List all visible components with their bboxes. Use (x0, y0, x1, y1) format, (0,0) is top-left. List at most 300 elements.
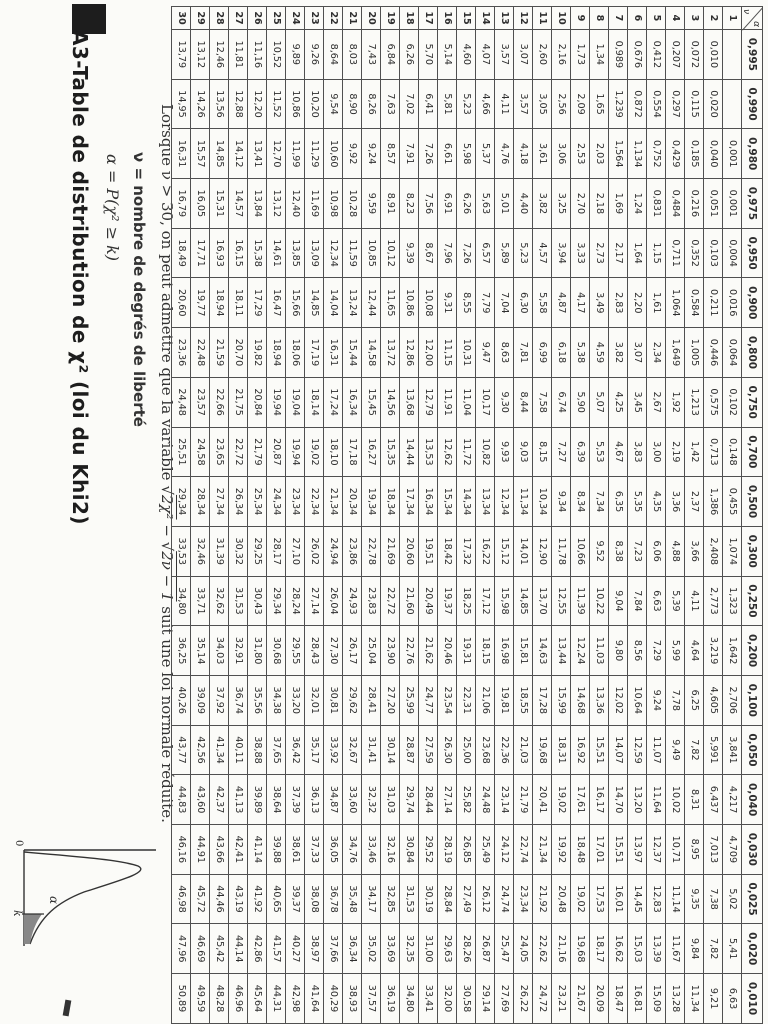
value-cell: 41,57 (267, 924, 286, 974)
alpha-header: 0,750 (742, 377, 763, 427)
nu-cell: 4 (666, 7, 685, 30)
radical-icon: √ (158, 541, 176, 552)
value-cell: 32,16 (381, 825, 400, 875)
value-cell: 3,05 (533, 79, 552, 129)
value-cell: 37,39 (286, 775, 305, 825)
value-cell: 4,76 (495, 129, 514, 179)
value-cell: 32,67 (343, 725, 362, 775)
value-cell: 15,81 (514, 626, 533, 676)
table-row (305, 7, 324, 1024)
value-cell: 40,29 (324, 974, 343, 1024)
value-cell: 0,455 (723, 477, 742, 527)
value-cell: 15,44 (343, 328, 362, 378)
value-cell: 19,94 (286, 427, 305, 477)
value-cell: 15,12 (495, 526, 514, 576)
value-cell: 15,09 (647, 974, 666, 1024)
value-cell: 19,31 (457, 626, 476, 676)
nu-cell: 22 (324, 7, 343, 30)
value-cell: 18,11 (229, 278, 248, 328)
table-row (172, 7, 191, 1024)
value-cell: 0,713 (704, 427, 723, 477)
table-row (476, 7, 495, 1024)
value-cell: 13,84 (248, 179, 267, 229)
value-cell: 0,102 (723, 377, 742, 427)
value-cell: 9,47 (476, 328, 495, 378)
value-cell: 28,24 (286, 576, 305, 626)
value-cell: 4,18 (514, 129, 533, 179)
value-cell: 3,36 (666, 477, 685, 527)
value-cell: 17,28 (533, 675, 552, 725)
value-cell: 0,554 (647, 79, 666, 129)
value-cell: 32,32 (362, 775, 381, 825)
value-cell: 17,19 (305, 328, 324, 378)
value-cell: 19,51 (419, 526, 438, 576)
nu-cell: 18 (400, 7, 419, 30)
value-cell: 31,53 (229, 576, 248, 626)
value-cell: 17,24 (324, 377, 343, 427)
value-cell: 11,16 (248, 30, 267, 80)
value-cell: 9,84 (685, 924, 704, 974)
value-cell: 0,004 (723, 228, 742, 278)
alpha-header: 0,900 (742, 278, 763, 328)
nu-cell: 3 (685, 7, 704, 30)
value-cell: 16,62 (609, 924, 628, 974)
value-cell: 16,27 (362, 427, 381, 477)
value-cell: 5,14 (438, 30, 457, 80)
value-cell: 29,62 (343, 675, 362, 725)
value-cell: 6,39 (571, 427, 590, 477)
value-cell: 27,49 (457, 874, 476, 924)
value-cell: 28,17 (267, 526, 286, 576)
value-cell: 11,34 (685, 974, 704, 1024)
value-cell: 19,04 (286, 377, 305, 427)
value-cell: 27,14 (438, 775, 457, 825)
value-cell: 46,16 (172, 825, 191, 875)
value-cell: 30,14 (381, 725, 400, 775)
value-cell: 4,66 (476, 79, 495, 129)
value-cell: 40,26 (172, 675, 191, 725)
note-expr-a: 2χ² (158, 494, 176, 520)
value-cell: 4,67 (609, 427, 628, 477)
value-cell: 23,68 (476, 725, 495, 775)
value-cell: 18,25 (457, 576, 476, 626)
value-cell: 11,29 (305, 129, 324, 179)
value-cell: 42,56 (191, 725, 210, 775)
value-cell: 25,82 (457, 775, 476, 825)
value-cell: 41,64 (305, 974, 324, 1024)
table-row (286, 7, 305, 1024)
value-cell: 14,04 (324, 278, 343, 328)
table-row (514, 7, 533, 1024)
value-cell: 35,56 (248, 675, 267, 725)
value-cell: 10,31 (457, 328, 476, 378)
value-cell: 2,73 (590, 228, 609, 278)
figure-alpha-label: α (47, 896, 61, 905)
value-cell: 4,60 (457, 30, 476, 80)
value-cell: 13,41 (248, 129, 267, 179)
value-cell: 9,92 (343, 129, 362, 179)
value-cell: 5,98 (457, 129, 476, 179)
value-cell: 34,87 (324, 775, 343, 825)
value-cell: 6,06 (647, 526, 666, 576)
value-cell: 32,01 (305, 675, 324, 725)
value-cell: 41,14 (248, 825, 267, 875)
value-cell: 4,25 (609, 377, 628, 427)
value-cell: 4,40 (514, 179, 533, 229)
value-cell: 3,57 (495, 30, 514, 80)
value-cell: 32,00 (438, 974, 457, 1024)
value-cell: 12,59 (628, 725, 647, 775)
value-cell: 26,85 (457, 825, 476, 875)
value-cell: 2,03 (590, 129, 609, 179)
figure-k-label: k (11, 910, 24, 917)
value-cell: 3,841 (723, 725, 742, 775)
value-cell: 14,58 (362, 328, 381, 378)
value-cell: 32,46 (191, 526, 210, 576)
value-cell: 0,989 (609, 30, 628, 80)
value-cell: 24,58 (191, 427, 210, 477)
value-cell: 22,62 (533, 924, 552, 974)
value-cell: 5,41 (723, 924, 742, 974)
value-cell: 5,99 (666, 626, 685, 676)
value-cell: 10,85 (362, 228, 381, 278)
value-cell: 37,33 (305, 825, 324, 875)
alpha-header: 0,950 (742, 228, 763, 278)
value-cell: 24,34 (267, 477, 286, 527)
corner-header (742, 7, 763, 30)
value-cell: 11,03 (590, 626, 609, 676)
value-cell: 38,08 (305, 874, 324, 924)
value-cell: 9,21 (704, 974, 723, 1024)
value-cell: 31,00 (419, 924, 438, 974)
value-cell: 12,86 (400, 328, 419, 378)
value-cell: 9,52 (590, 526, 609, 576)
value-cell: 0,103 (704, 228, 723, 278)
value-cell: 1,65 (590, 79, 609, 129)
value-cell: 4,35 (647, 477, 666, 527)
value-cell: 6,61 (438, 129, 457, 179)
value-cell: 9,31 (438, 278, 457, 328)
value-cell: 3,25 (552, 179, 571, 229)
value-cell: 36,74 (229, 675, 248, 725)
value-cell: 33,92 (324, 725, 343, 775)
value-cell: 2,60 (533, 30, 552, 80)
value-cell: 18,55 (514, 675, 533, 725)
value-cell: 6,35 (609, 477, 628, 527)
value-cell: 8,23 (400, 179, 419, 229)
value-cell: 36,78 (324, 874, 343, 924)
value-cell: 11,52 (267, 79, 286, 129)
value-cell: 25,49 (476, 825, 495, 875)
value-cell: 19,02 (552, 775, 571, 825)
value-cell: 46,69 (191, 924, 210, 974)
value-cell (723, 30, 742, 80)
nu-cell: 17 (419, 7, 438, 30)
value-cell: 1,61 (647, 278, 666, 328)
value-cell: 23,86 (343, 526, 362, 576)
value-cell: 19,68 (533, 725, 552, 775)
value-cell: 7,78 (666, 675, 685, 725)
value-cell: 8,67 (419, 228, 438, 278)
value-cell: 3,49 (590, 278, 609, 328)
value-cell: 11,15 (438, 328, 457, 378)
value-cell: 7,84 (628, 576, 647, 626)
value-cell: 3,83 (628, 427, 647, 477)
value-cell: 24,48 (476, 775, 495, 825)
value-cell: 37,66 (324, 924, 343, 974)
value-cell: 15,03 (628, 924, 647, 974)
table-row (324, 7, 343, 1024)
value-cell: 28,26 (457, 924, 476, 974)
value-cell: 18,49 (172, 228, 191, 278)
value-cell: 21,79 (248, 427, 267, 477)
value-cell: 7,26 (457, 228, 476, 278)
value-cell: 8,44 (514, 377, 533, 427)
value-cell: 11,91 (438, 377, 457, 427)
value-cell: 9,89 (286, 30, 305, 80)
value-cell: 26,12 (476, 874, 495, 924)
value-cell: 5,991 (704, 725, 723, 775)
value-cell: 30,43 (248, 576, 267, 626)
value-cell: 10,98 (324, 179, 343, 229)
value-cell: 10,02 (666, 775, 685, 825)
value-cell: 14,26 (191, 79, 210, 129)
value-cell: 20,70 (229, 328, 248, 378)
note-minus: − (158, 519, 176, 542)
value-cell: 2,20 (628, 278, 647, 328)
value-cell: 19,94 (267, 377, 286, 427)
value-cell: 43,19 (229, 874, 248, 924)
value-cell: 16,31 (324, 328, 343, 378)
value-cell: 9,54 (324, 79, 343, 129)
value-cell: 6,63 (647, 576, 666, 626)
value-cell: 11,59 (343, 228, 362, 278)
value-cell: 33,46 (362, 825, 381, 875)
value-cell: 39,09 (191, 675, 210, 725)
value-cell: 32,35 (400, 924, 419, 974)
radical-icon: √ (158, 485, 176, 495)
value-cell: 48,28 (210, 974, 229, 1024)
value-cell: 16,98 (495, 626, 514, 676)
value-cell: 23,57 (191, 377, 210, 427)
nu-cell: 23 (305, 7, 324, 30)
value-cell: 31,80 (248, 626, 267, 676)
value-cell: 5,37 (476, 129, 495, 179)
value-cell: 0,872 (628, 79, 647, 129)
value-cell: 8,31 (685, 775, 704, 825)
value-cell: 29,55 (286, 626, 305, 676)
value-cell: 3,94 (552, 228, 571, 278)
value-cell: 40,11 (229, 725, 248, 775)
value-cell: 22,74 (514, 825, 533, 875)
chi2-table-container (166, 6, 763, 1024)
value-cell: 25,47 (495, 924, 514, 974)
value-cell: 36,34 (343, 924, 362, 974)
value-cell: 44,14 (229, 924, 248, 974)
value-cell: 18,47 (609, 974, 628, 1024)
value-cell: 0,211 (704, 278, 723, 328)
value-cell: 1,42 (685, 427, 704, 477)
value-cell: 3,66 (685, 526, 704, 576)
value-cell: 5,35 (628, 477, 647, 527)
nu-cell: 12 (514, 7, 533, 30)
value-cell: 8,34 (571, 477, 590, 527)
value-cell: 37,57 (362, 974, 381, 1024)
value-cell: 17,34 (400, 477, 419, 527)
alpha-header: 0,010 (742, 974, 763, 1024)
value-cell: 22,31 (457, 675, 476, 725)
value-cell: 21,16 (552, 924, 571, 974)
value-cell: 18,10 (324, 427, 343, 477)
nu-cell: 7 (609, 7, 628, 30)
value-cell: 20,60 (172, 278, 191, 328)
value-cell: 21,34 (324, 477, 343, 527)
value-cell: 7,43 (362, 30, 381, 80)
value-cell: 8,56 (628, 626, 647, 676)
alpha-header-row (742, 7, 763, 1024)
value-cell: 19,92 (552, 825, 571, 875)
value-cell: 10,34 (533, 477, 552, 527)
value-cell: 29,74 (400, 775, 419, 825)
value-cell: 23,34 (286, 477, 305, 527)
value-cell: 0,016 (723, 278, 742, 328)
alpha-header: 0,995 (742, 30, 763, 80)
value-cell: 15,57 (191, 129, 210, 179)
value-cell: 16,79 (172, 179, 191, 229)
value-cell: 1,213 (685, 377, 704, 427)
value-cell: 34,03 (210, 626, 229, 676)
value-cell: 13,34 (476, 477, 495, 527)
value-cell: 9,35 (685, 874, 704, 924)
value-cell: 5,89 (495, 228, 514, 278)
value-cell: 40,65 (267, 874, 286, 924)
value-cell: 18,17 (590, 924, 609, 974)
value-cell: 37,65 (267, 725, 286, 775)
value-cell: 23,34 (514, 874, 533, 924)
value-cell: 33,20 (286, 675, 305, 725)
value-cell: 19,02 (571, 874, 590, 924)
value-cell: 18,15 (476, 626, 495, 676)
value-cell: 0,207 (666, 30, 685, 80)
value-cell: 2,19 (666, 427, 685, 477)
value-cell: 0,216 (685, 179, 704, 229)
value-cell: 23,21 (552, 974, 571, 1024)
value-cell: 12,02 (609, 675, 628, 725)
value-cell: 11,69 (305, 179, 324, 229)
value-cell: 43,66 (210, 825, 229, 875)
value-cell: 3,45 (628, 377, 647, 427)
value-cell: 38,61 (286, 825, 305, 875)
nu-cell: 1 (723, 7, 742, 30)
value-cell: 38,97 (305, 924, 324, 974)
table-row (210, 7, 229, 1024)
value-cell: 0,575 (704, 377, 723, 427)
nu-cell: 5 (647, 7, 666, 30)
table-row (685, 7, 704, 1024)
alpha-definition: α = P(χ² ≥ k) (103, 154, 122, 262)
value-cell: 44,91 (191, 825, 210, 875)
value-cell: 0,148 (723, 427, 742, 477)
value-cell: 17,53 (590, 874, 609, 924)
value-cell: 1,649 (666, 328, 685, 378)
value-cell: 24,77 (419, 675, 438, 725)
value-cell: 11,65 (381, 278, 400, 328)
alpha-header: 0,980 (742, 129, 763, 179)
value-cell: 23,83 (362, 576, 381, 626)
value-cell: 12,62 (438, 427, 457, 477)
value-cell: 11,99 (286, 129, 305, 179)
value-cell: 19,34 (362, 477, 381, 527)
value-cell: 12,83 (647, 874, 666, 924)
value-cell: 30,68 (267, 626, 286, 676)
value-cell: 42,98 (286, 974, 305, 1024)
value-cell: 44,31 (267, 974, 286, 1024)
value-cell: 44,83 (172, 775, 191, 825)
value-cell: 14,85 (514, 576, 533, 626)
value-cell: 14,56 (381, 377, 400, 427)
value-cell: 5,53 (590, 427, 609, 477)
value-cell: 5,58 (533, 278, 552, 328)
value-cell: 8,63 (495, 328, 514, 378)
value-cell: 8,64 (324, 30, 343, 80)
value-cell: 10,08 (419, 278, 438, 328)
value-cell: 17,32 (457, 526, 476, 576)
value-cell: 20,87 (267, 427, 286, 477)
density-curve (24, 852, 141, 944)
table-row (267, 7, 286, 1024)
value-cell: 22,66 (210, 377, 229, 427)
value-cell: 9,03 (514, 427, 533, 477)
value-cell: 28,41 (362, 675, 381, 725)
value-cell: 6,26 (400, 30, 419, 80)
value-cell: 18,14 (305, 377, 324, 427)
value-cell: 7,23 (628, 526, 647, 576)
value-cell: 1,642 (723, 626, 742, 676)
value-cell: 15,99 (552, 675, 571, 725)
alpha-header: 0,030 (742, 825, 763, 875)
value-cell: 5,90 (571, 377, 590, 427)
value-cell: 1,64 (628, 228, 647, 278)
value-cell: 9,59 (362, 179, 381, 229)
value-cell: 7,82 (685, 725, 704, 775)
value-cell: 14,34 (457, 477, 476, 527)
alpha-header: 0,200 (742, 626, 763, 676)
value-cell: 10,82 (476, 427, 495, 477)
table-row (571, 7, 590, 1024)
alpha-header: 0,800 (742, 328, 763, 378)
value-cell: 27,14 (305, 576, 324, 626)
value-cell: 16,01 (609, 874, 628, 924)
value-cell: 29,52 (419, 825, 438, 875)
value-cell: 5,07 (590, 377, 609, 427)
value-cell: 24,93 (343, 576, 362, 626)
nu-cell: 19 (381, 7, 400, 30)
nu-cell: 21 (343, 7, 362, 30)
scan-artifact-dash (63, 1000, 72, 1017)
note-after: suit une loi normale réduite. (158, 601, 176, 823)
value-cell: 13,53 (419, 427, 438, 477)
table-row (362, 7, 381, 1024)
value-cell: 27,30 (324, 626, 343, 676)
value-cell: 22,72 (229, 427, 248, 477)
value-cell: 17,71 (191, 228, 210, 278)
note-before: Lorsque ν > 30, on peut admettre que la variable (158, 104, 176, 486)
value-cell: 17,29 (248, 278, 267, 328)
value-cell: 4,87 (552, 278, 571, 328)
value-cell: 10,52 (267, 30, 286, 80)
value-cell: 11,72 (457, 427, 476, 477)
value-cell: 6,99 (533, 328, 552, 378)
